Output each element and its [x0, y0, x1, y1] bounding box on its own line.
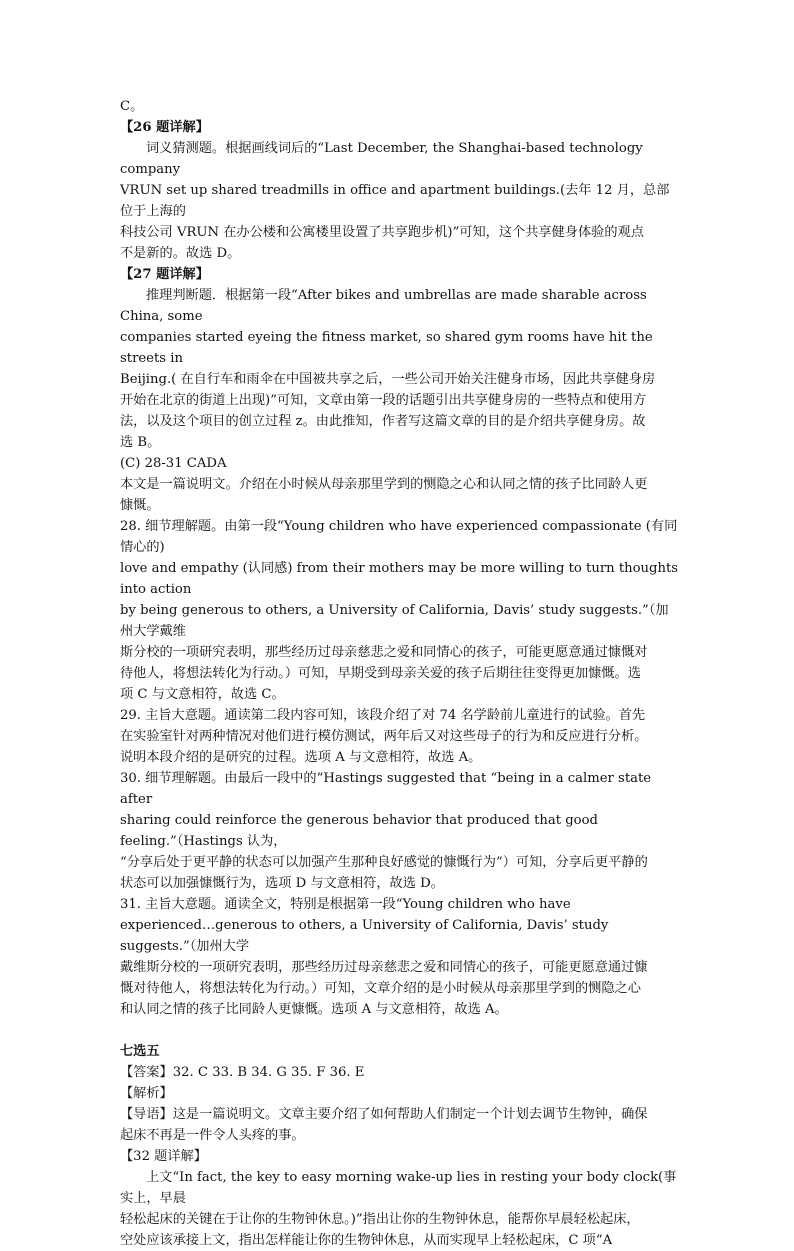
text-line: 慨对待他人，将想法转化为行动。）可知，文章介绍的是小时候从母亲那里学到的恻隐之心: [120, 981, 641, 996]
text-line: C。: [120, 99, 144, 114]
text-line: 开始在北京的街道上出现)”可知，文章由第一段的话题引出共享健身房的一些特点和使用方: [120, 393, 647, 408]
section-gap: [120, 1020, 680, 1041]
paragraph-line: 上文“In fact, the key to easy morning wake-up lies in resting your body clock(事实上，早晨: [120, 1170, 677, 1206]
text-line: “分享后处于更平静的状态可以加强产生那种良好感觉的慷慨行为”）可知，分享后更平静的: [120, 855, 648, 870]
text-line: 项 C 与文意相符，故选 C。: [120, 687, 285, 702]
text-line: 和认同之情的孩子比同龄人更慷慨。选项 A 与文意相符，故选 A。: [120, 1002, 508, 1017]
text-line: 【答案】32. C 33. B 34. G 35. F 36. E: [120, 1065, 365, 1080]
text-line: experienced…generous to others, a University of California, Davis’ study suggests.”（加州大学: [120, 918, 609, 954]
section-heading: 【26 题详解】: [120, 120, 209, 135]
paragraph-line: 词义猜测题。根据画线词后的“Last December, the Shanghai-based technology company: [120, 141, 643, 177]
text-line: by being generous to others, a University of California, Davis’ study suggests.”（加州大学戴维: [120, 603, 669, 639]
text-line: VRUN set up shared treadmills in office and apartment buildings.(去年 12 月，总部位于上海的: [120, 183, 670, 219]
text-line: 科技公司 VRUN 在办公楼和公寓楼里设置了共享跑步机)”可知，这个共享健身体验的观点: [120, 225, 644, 240]
text-line: 在实验室针对两种情况对他们进行模仿测试，两年后又对这些母子的行为和反应进行分析。: [120, 729, 648, 744]
section-heading: 七选五: [120, 1044, 160, 1059]
text-line: 28. 细节理解题。由第一段“Young children who have experienced compassionate (有同情心的): [120, 519, 678, 555]
text-line: 29. 主旨大意题。通读第二段内容可知，该段介绍了对 74 名学龄前儿童进行的试验。首先: [120, 708, 646, 723]
text-line: 起床不再是一件令人头疼的事。: [120, 1128, 305, 1143]
text-line: 说明本段介绍的是研究的过程。选项 A 与文意相符，故选 A。: [120, 750, 482, 765]
text-line: 31. 主旨大意题。通读全文，特别是根据第一段“Young children who have: [120, 897, 571, 912]
paragraph-line: 推理判断题．根据第一段“After bikes and umbrellas are made sharable across China, some: [120, 288, 647, 324]
text-line: 30. 细节理解题。由最后一段中的“Hastings suggested that “being in a calmer state after: [120, 771, 652, 807]
text-line: sharing could reinforce the generous behavior that produced that good feeling.”（Hastings 认为，: [120, 813, 599, 849]
text-line: 状态可以加强慷慨行为，选项 D 与文意相符，故选 D。: [120, 876, 444, 891]
text-line: Beijing.( 在自行车和雨伞在中国被共享之后，一些公司开始关注健身市场，因此共享健身房: [120, 372, 656, 387]
text-line: love and empathy (认同感) from their mothers may be more willing to turn thoughts into action: [120, 561, 679, 597]
text-line: companies started eyeing the fitness market, so shared gym rooms have hit the streets in: [120, 330, 653, 366]
text-line: 空处应该承接上文，指出怎样能让你的生物钟休息，从而实现早上轻松起床，C 项“A: [120, 1233, 613, 1248]
text-line: 待他人，将想法转化为行动。）可知，早期受到母亲关爱的孩子后期往往变得更加慷慨。选: [120, 666, 641, 681]
text-line: 戴维斯分校的一项研究表明，那些经历过母亲慈悲之爱和同情心的孩子，可能更愿意通过慷: [120, 960, 648, 975]
text-line: 【32 题详解】: [120, 1149, 207, 1164]
text-line: (C) 28-31 CADA: [120, 456, 227, 471]
text-line: 【导语】这是一篇说明文。文章主要介绍了如何帮助人们制定一个计划去调节生物钟，确保: [120, 1107, 648, 1122]
text-line: 不是新的。故选 D。: [120, 246, 241, 261]
text-line: 本文是一篇说明文。介绍在小时候从母亲那里学到的恻隐之心和认同之情的孩子比同龄人更: [120, 477, 648, 492]
answer-explanation-body: [120, 96, 680, 1251]
text-line: 慷慨。: [120, 498, 160, 513]
text-line: 斯分校的一项研究表明，那些经历过母亲慈悲之爱和同情心的孩子，可能更愿意通过慷慨对: [120, 645, 648, 660]
text-line: 法，以及这个项目的创立过程 z。由此推知，作者写这篇文章的目的是介绍共享健身房。故: [120, 414, 646, 429]
text-line: 轻松起床的关键在于让你的生物钟休息。)”指出让你的生物钟休息，能帮你早晨轻松起床，: [120, 1212, 640, 1227]
section-heading: 【27 题详解】: [120, 267, 209, 282]
text-line: 【解析】: [120, 1086, 173, 1101]
text-line: 选 B。: [120, 435, 161, 450]
